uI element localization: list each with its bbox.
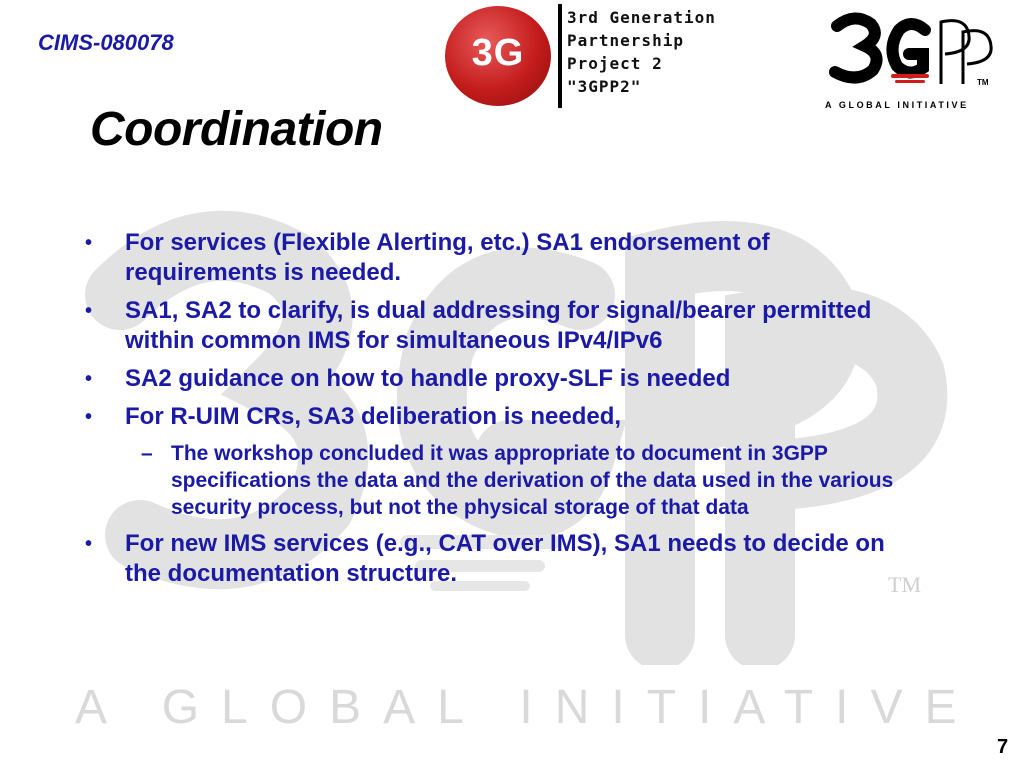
3gpp2-logo-text: [567, 6, 797, 98]
bullet-item: [85, 364, 915, 394]
sub-bullet-marker: –: [141, 442, 153, 465]
watermark-tagline: A GLOBAL INITIATIVE: [75, 681, 979, 734]
3gpp2-logo-line: 3rd Generation: [567, 8, 716, 27]
bullet-marker: •: [85, 300, 93, 322]
bullet-marker: •: [85, 368, 93, 390]
3gpp2-logo-line: Partnership: [567, 31, 684, 50]
watermark-tm: TM: [888, 572, 921, 597]
3gpp-tm: TM: [977, 78, 989, 87]
bullet-marker: •: [85, 232, 93, 254]
bullet-item: [85, 228, 915, 288]
logo-divider: [558, 4, 562, 108]
3gpp2-logo-line: Project 2: [567, 54, 663, 73]
bullet-item: [85, 296, 915, 356]
bullet-list: [85, 228, 915, 597]
sub-bullet-text: The workshop concluded it was appropriate to document in 3GPP specifications the data and the derivation of the data used in the various security process, but not the physical storage of that data: [171, 442, 894, 519]
3gpp2-logo: [445, 4, 795, 108]
bullet-text: For R-UIM CRs, SA3 deliberation is needed,: [125, 403, 622, 430]
3gpp2-logo-line: "3GPP2": [567, 77, 642, 96]
sub-bullet-item: [141, 440, 901, 521]
slide-title: Coordination: [90, 103, 383, 156]
document-id: CIMS-080078: [38, 30, 174, 55]
bullet-marker: •: [85, 533, 93, 555]
bullet-text: SA2 guidance on how to handle proxy-SLF is needed: [125, 365, 731, 392]
bullet-item: [85, 529, 915, 589]
bullet-text: For services (Flexible Alerting, etc.) SA1 endorsement of requirements is needed.: [125, 229, 770, 286]
bullet-text: SA1, SA2 to clarify, is dual addressing for signal/bearer permitted within common IMS for simultaneous IPv4/IPv6: [125, 297, 872, 354]
3gpp-tagline: A GLOBAL INITIATIVE: [825, 100, 969, 110]
bullet-marker: •: [85, 406, 93, 428]
bullet-item: [85, 402, 915, 432]
3g-circle-text: 3G: [471, 32, 525, 74]
page-number: 7: [997, 736, 1009, 758]
3gpp-mark-icon: [825, 8, 995, 88]
bullet-text: For new IMS services (e.g., CAT over IMS), SA1 needs to decide on the documentation structure.: [125, 530, 885, 587]
3gpp-logo: [825, 8, 1000, 118]
